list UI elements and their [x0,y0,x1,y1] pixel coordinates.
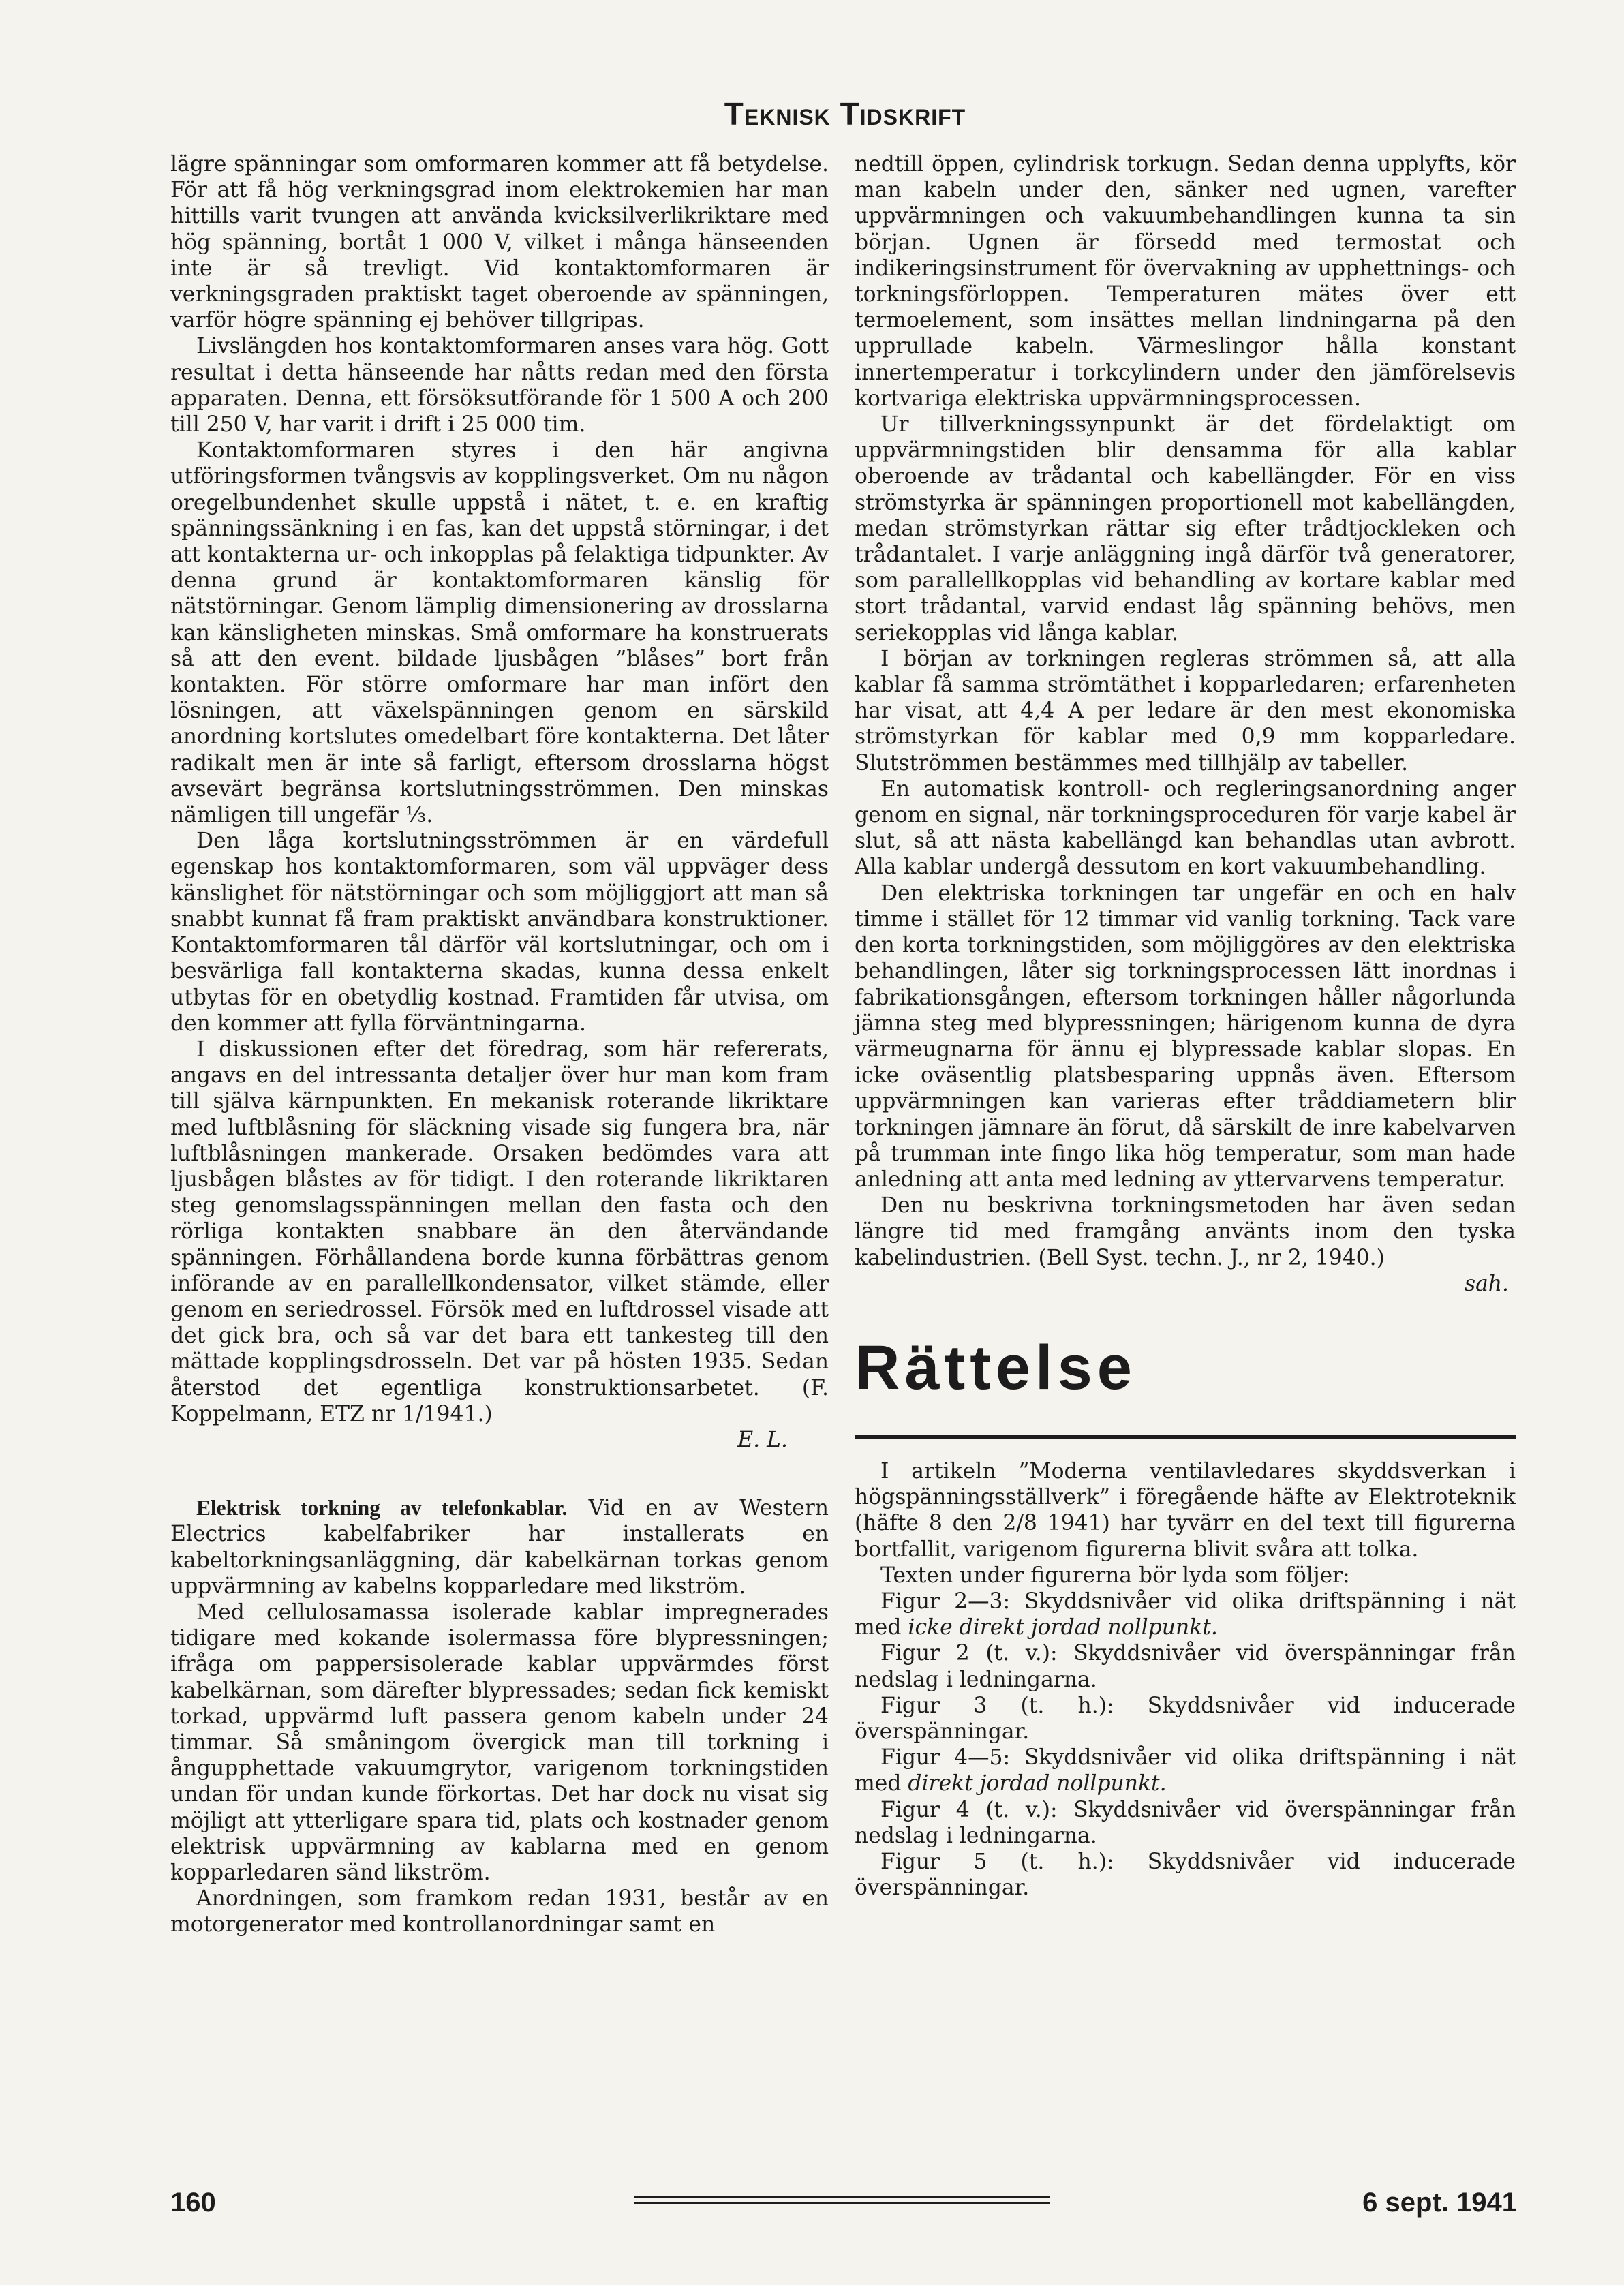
paragraph: I början av torkningen regleras strömmen så, att alla kablar få samma strömtäthet i kopparledaren; erfarenheten har visat, att 4,4 A per ledare är den mest ekonomiska strömstyrkan för kablar med 0,9 mm kopparledare. Slutströmmen bestämmes med tillhjälp av tabeller. [855,646,1516,776]
paragraph: Med cellulosamassa isolerade kablar impregnerades tidigare med kokande isolermassa före blypressningen; ifråga om pappersisolerade kablar uppvärmdes först kabelkärnan, som därefter blypressades; sedan fick kemiskt torkad, uppvärmd luft passera genom kabeln under 24 timmar. Så småningom övergick man till torkning i ångupphettade vakuumgrytor, varigenom torkningstiden undan för undan kunde förkortas. Det har dock nu visat sig möjligt att ytterligare spara tid, plats och kostnader genom elektrisk uppvärmning av kablarna med en genom kopparledaren sänd likström. [170,1599,829,1885]
article-title: Elektrisk torkning av telefonkablar. [196,1496,568,1520]
correction-intro: I artikeln ”Moderna ventilavledares skyddsverkan i högspänningsställverk” i föregående häfte av Elektroteknik (häfte 8 den 2/8 1941) har tyvärr en del text till figurerna bortfallit, varigenom figurerna blivit svåra att tolka. [855,1458,1516,1562]
figure-label: Figur 2 (t. v.): [880,1641,1058,1666]
footer-rules [634,2196,1050,2208]
figure-label: Figur 4—5: [880,1745,1011,1770]
paragraph: I diskussionen efter det föredrag, som här refererats, angavs en del intressanta detaljer över hur man kom fram till själva kärnpunkten. En mekanisk roterande likriktare med luftblåsning för släckning visade sig fungera bra, när luftblåsningen mankerade. Orsaken bedömdes vara att ljusbågen blåstes av för tidigt. I den roterande likriktaren steg genomslagsspänningen mellan den fasta och den rörliga kontakten snabbare än den återvändande spänningen. Förhållandena borde kunna förbättras genom införande av en parallellkondensator, vilket stämde, eller genom en seriedrossel. Försök med en luftdrossel visade att det gick bra, och så var det bara ett tankesteg till den mättade kopplingsdrosseln. Det var på hösten 1935. Sedan återstod det egentliga konstruktionsarbetet. (F. Koppelmann, ETZ nr 1/1941.) [170,1037,829,1426]
paragraph: Livslängden hos kontaktomformaren anses vara hög. Gott resultat i detta hänseende har nåtts redan med den första apparaten. Denna, ett försöksutförande för 1 500 A och 200 till 250 V, har varit i drift i 25 000 tim. [170,334,829,438]
figure-label: Figur 4 (t. v.): [880,1797,1058,1822]
figure-caption [855,1589,1516,1640]
paragraph: Anordningen, som framkom redan 1931, består av en motorgenerator med kontrollanordningar samt en [170,1886,829,1937]
left-column [170,151,829,1938]
heading-rule [855,1435,1516,1439]
figure-caption [855,1640,1516,1692]
article-lead-text: Vid en av Western Electrics kabelfabriker har installerats en kabeltorkningsanläggning, där kabelkärnan torkas genom uppvärmning av kabelns kopparledare med likström. [170,1496,829,1599]
author-signature: sah. [1464,1271,1509,1296]
page-number: 160 [170,2188,216,2218]
figure-emphasis: direkt jordad nollpunkt. [908,1771,1167,1796]
figure-label: Figur 2—3: [880,1589,1011,1614]
author-signature: E. L. [737,1427,788,1452]
issue-date: 6 sept. 1941 [1362,2188,1517,2218]
paragraph: Kontaktomformaren styres i den här angivna utföringsformen tvångsvis av kopplingsverket. Om nu någon oregelbundenhet skulle uppstå i nätet, t. e. en kraftig spänningssänkning i en fas, kan det uppstå störningar, i det att kontakterna ur- och inkopplas på felaktiga tidpunkter. Av denna grund är kontaktomformaren känslig för nätstörningar. Genom lämplig dimensionering av drosslarna kan känsligheten minskas. Små omformare ha konstruerats så att den event. bildade ljusbågen ”blåses” bort från kontakten. För större omformare har man infört den lösningen, att växelspänningen genom en särskild anordning kortslutes omedelbart före kontakterna. Det låter radikalt men är inte så farligt, eftersom drosslarna högst avsevärt begränsa kortslutningsströmmen. Den minskas nämligen till ungefär ⅓. [170,438,829,828]
figure-text: Skyddsnivåer vid överspänningar från nedslag i ledningarna. [855,1641,1516,1692]
figure-label: Figur 3 (t. h.): [880,1693,1114,1718]
figure-text: Skyddsnivåer vid olika driftspänning i nät med [855,1589,1516,1640]
figure-text: Skyddsnivåer vid överspänningar från nedslag i ledningarna. [855,1797,1516,1848]
figure-text: Skyddsnivåer vid inducerade överspänningar. [855,1849,1516,1901]
figure-label: Figur 5 (t. h.): [880,1849,1114,1874]
correction-heading: Rättelse [855,1332,1137,1402]
correction-lead: Texten under figurerna bör lyda som följer: [880,1563,1350,1588]
figure-emphasis: icke direkt jordad nollpunkt. [908,1615,1218,1640]
paragraph: Den elektriska torkningen tar ungefär en och en halv timme i stället för 12 timmar vid vanlig torkning. Tack vare den korta torkningstiden, som möjliggöres av den elektriska behandlingen, låter sig torkningsprocessen lätt inordnas i fabrikationsgången, eftersom torkningen håller någorlunda jämna steg med blypressningen; härigenom kunna de dyra värmeugnarna för ännu ej blypressade kablar slopas. En icke oväsentlig platsbesparing uppnås även. Eftersom uppvärmningen kan varieras efter tråddiametern blir torkningen jämnare än förut, då särskilt de inre kabelvarven på trumman inte fingo lika hög temperatur, som man hade anledning att anta med ledning av yttervarvens temperatur. [855,880,1516,1192]
paragraph: lägre spänningar som omformaren kommer att få betydelse. För att få hög verkningsgrad inom elektrokemien har man hittills varit tvungen att använda kvicksilverlikriktare med hög spänning, bortåt 1 000 V, vilket i många hänseenden inte är så trevligt. Vid kontaktomformaren är verkningsgraden praktiskt taget oberoende av spänningen, varför högre spänning ej behöver tillgripas. [170,152,829,333]
article-paragraph [170,1495,829,1599]
paragraph: Ur tillverkningssynpunkt är det fördelaktigt om uppvärmningstiden blir densamma för alla kablar oberoende av trådantal och kabellängder. För en viss strömstyrka är spänningen proportionell mot kabellängden, medan strömstyrkan rättar sig efter trådtjockleken och trådantalet. I varje anläggning ingå därför två generatorer, som parallellkopplas vid behandling av kortare kablar med stort trådantal, varvid endast låg spänning behövs, men seriekopplas vid långa kablar. [855,412,1516,645]
paragraph: Den låga kortslutningsströmmen är en värdefull egenskap hos kontaktomformaren, som väl uppväger dess känslighet för nätstörningar och som möjliggjort att man så snabbt kunnat få fram praktiskt användbara konstruktioner. Kontaktomformaren tål därför väl kortslutningar, och om i besvärliga fall kontakterna skadas, kunna dessa enkelt utbytas för en obetydlig kostnad. Framtiden får utvisa, om den kommer att fylla förväntningarna. [170,829,829,1036]
paragraph: nedtill öppen, cylindrisk torkugn. Sedan denna upplyfts, kör man kabeln under den, sänker ned ugnen, varefter uppvärmningen och vakuumbehandlingen kunna ta sin början. Ugnen är försedd med termostat och indikeringsinstrument för övervakning av upphettnings- och torkningsförloppen. Temperaturen mätes över ett termoelement, som insättes mellan lindningarna på den upprullade kabeln. Värmeslingor hålla konstant innertemperatur i torkcylindern under den jämförelsevis kortvariga elektriska uppvärmningsprocessen. [855,152,1516,411]
paragraph: Den nu beskrivna torkningsmetoden har även sedan längre tid med framgång använts inom den tyska kabelindustrien. (Bell Syst. techn. J., nr 2, 1940.) [855,1193,1516,1270]
masthead-title: Teknisk Tidskrift [724,96,966,132]
figure-caption [855,1849,1516,1901]
figure-caption [855,1693,1516,1745]
figure-caption [855,1797,1516,1849]
right-column [855,151,1516,1901]
figure-text: Skyddsnivåer vid olika driftspänning i nät med [855,1745,1516,1796]
paragraph: En automatisk kontroll- och regleringsanordning anger genom en signal, när torkningsproceduren för varje kabel är slut, så att nästa kabellängd kan behandlas utan avbrott. Alla kablar undergå dessutom en kort vakuumbehandling. [855,776,1516,880]
figure-caption [855,1745,1516,1796]
figure-text: Skyddsnivåer vid inducerade överspänningar. [855,1693,1516,1744]
page-footer [170,2188,1517,2228]
